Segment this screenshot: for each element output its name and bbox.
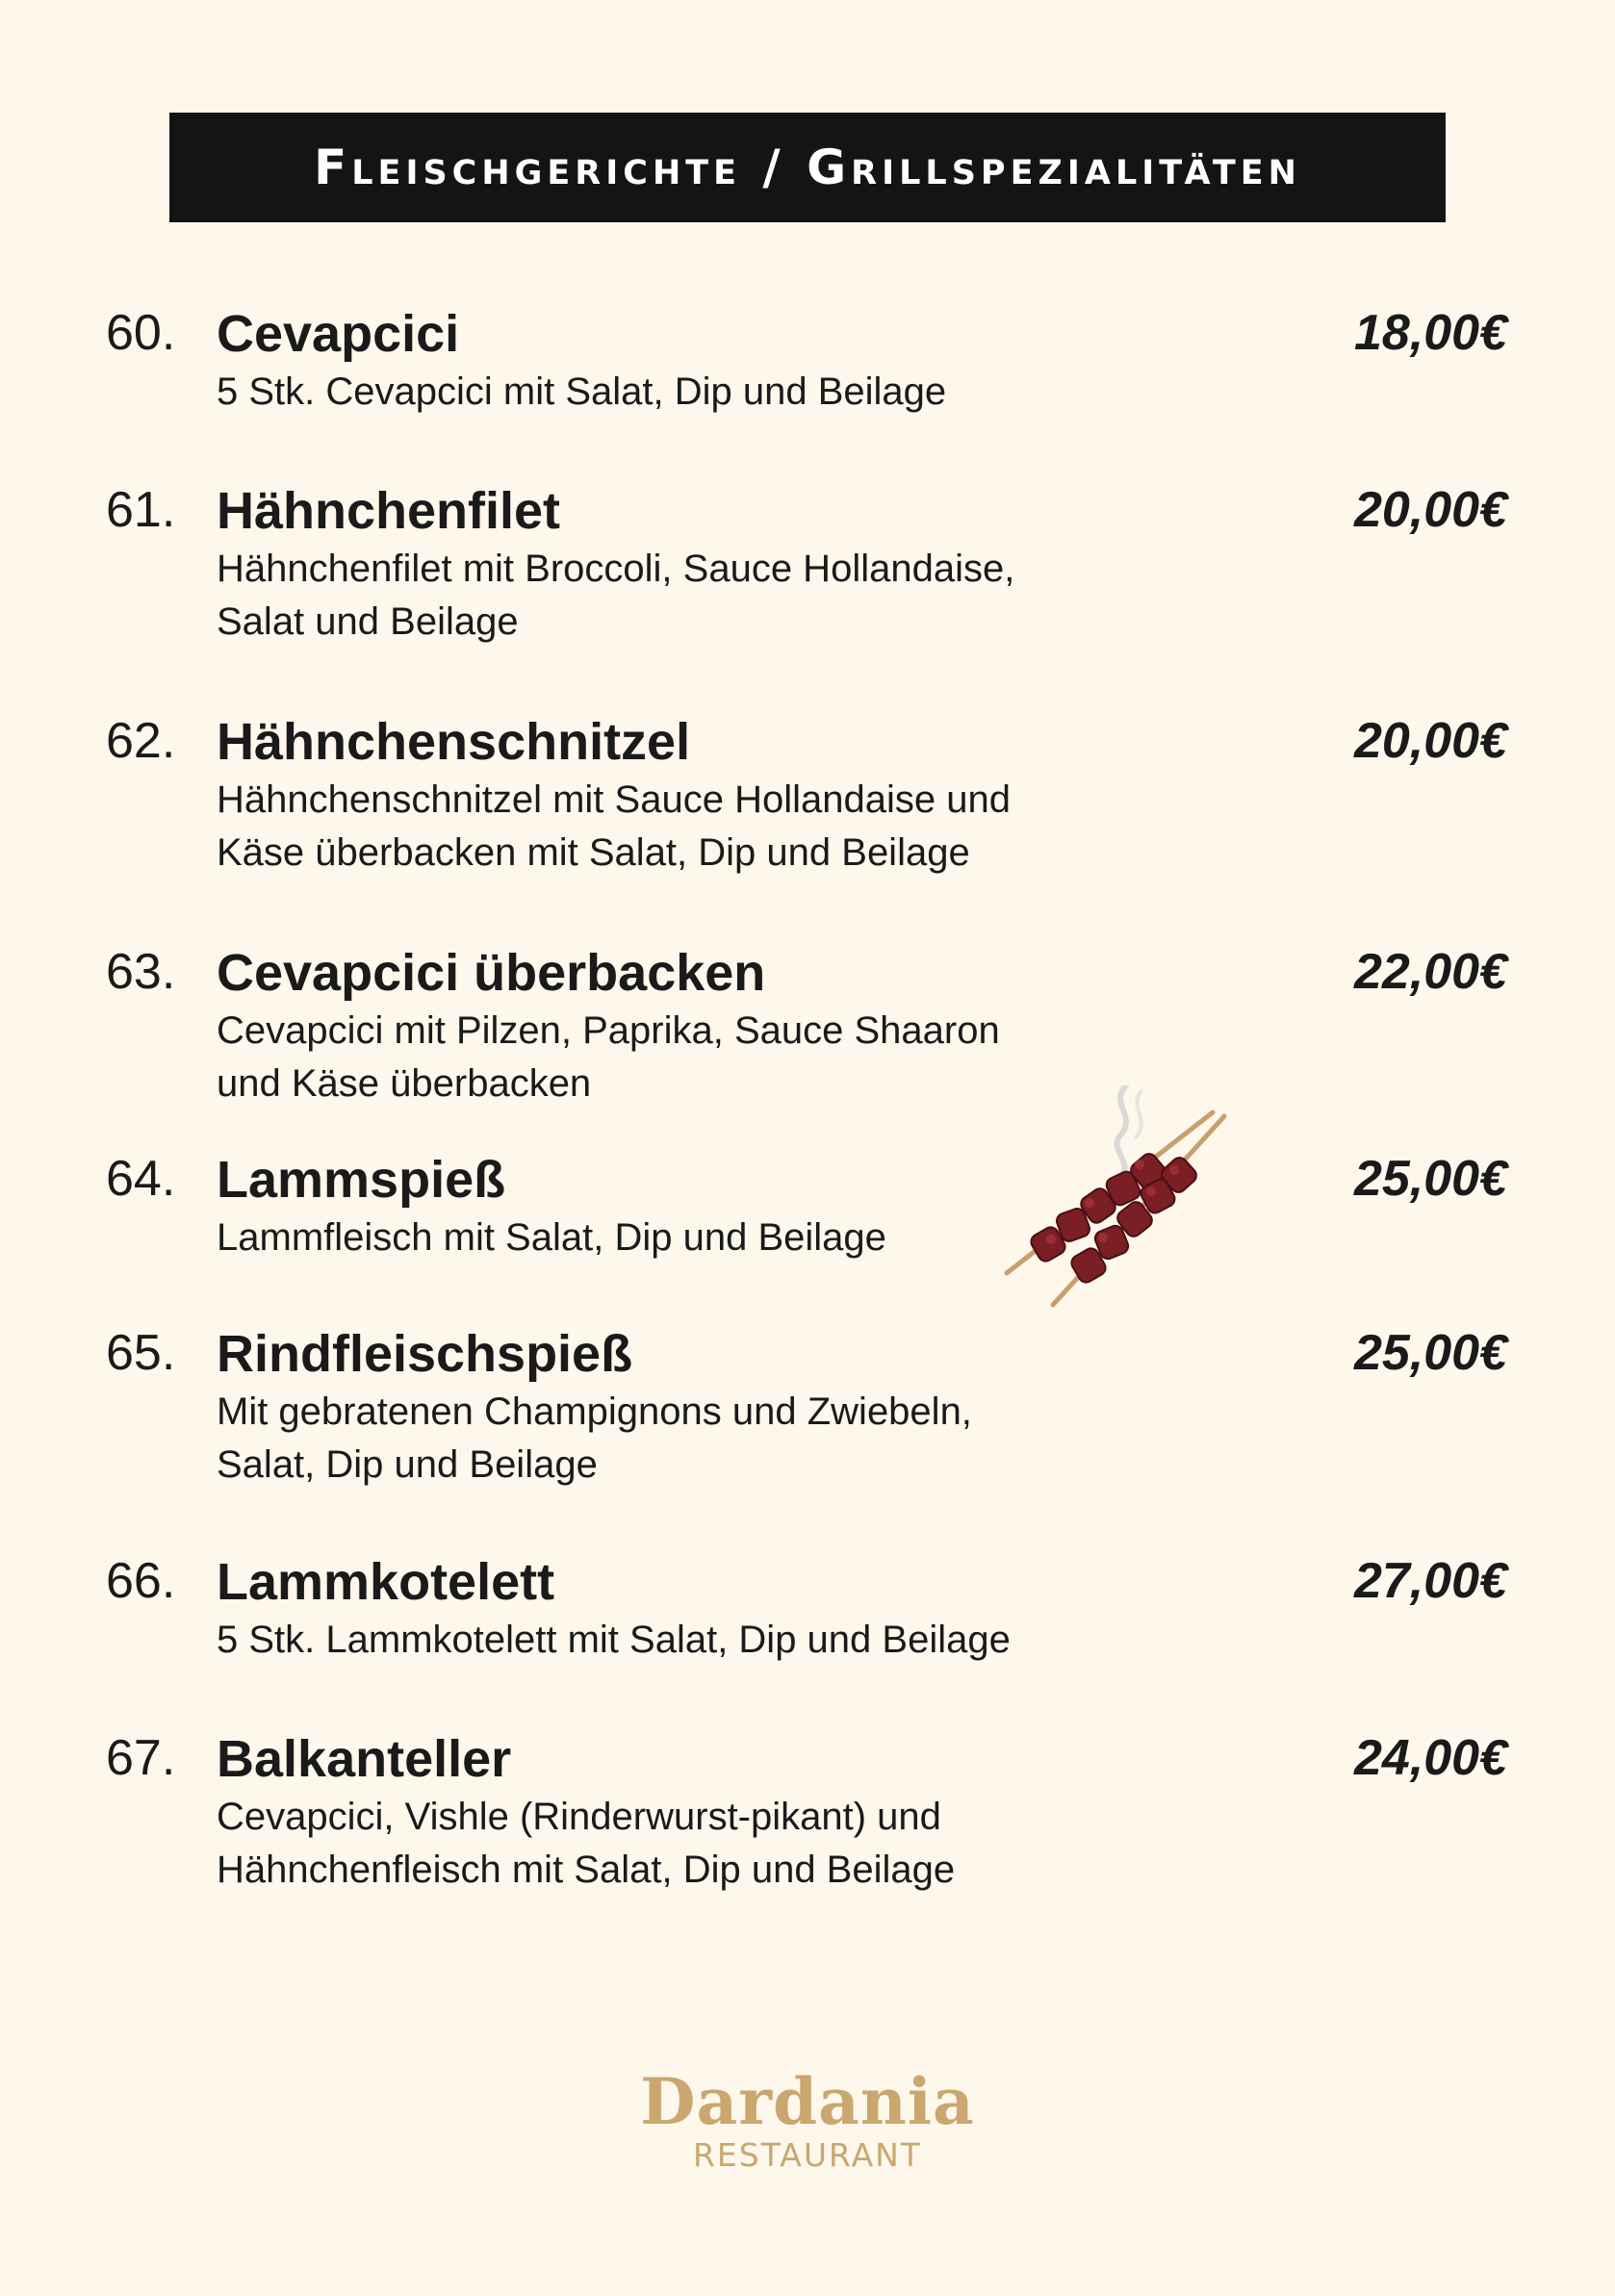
restaurant-logo [0,2064,1615,2175]
item-price: 27,00€ [1353,1553,1507,1609]
item-description [217,1212,886,1264]
description-line: 5 Stk. Lammkotelett mit Salat, Dip und Beilage [217,1619,1011,1661]
item-description [217,1614,1011,1667]
item-description [217,366,946,419]
item-price: 24,00€ [1353,1730,1507,1786]
description-line: und Käse überbacken [217,1062,592,1105]
item-number: 63. [106,944,176,1000]
logo-name: Dardania [640,2064,975,2139]
item-name: Hähnchenschnitzel [217,713,691,771]
item-price: 25,00€ [1353,1325,1507,1381]
description-line: 5 Stk. Cevapcici mit Salat, Dip und Beilage [217,370,947,413]
item-name: Balkanteller [217,1730,512,1788]
item-number: 61. [106,482,176,538]
item-description [217,1005,1000,1110]
description-line: Salat, Dip und Beilage [217,1443,598,1486]
description-line: Cevapcici mit Pilzen, Paprika, Sauce Shaaron [217,1009,1000,1052]
description-line: Cevapcici, Vishle (Rinderwurst-pikant) und [217,1796,941,1838]
item-name: Lammkotelett [217,1553,555,1611]
description-line: Mit gebratenen Champignons und Zwiebeln, [217,1390,972,1433]
item-number: 64. [106,1151,176,1207]
description-line: Käse überbacken mit Salat, Dip und Beilage [217,831,970,874]
item-name: Cevapcici überbacken [217,944,766,1002]
item-number: 65. [106,1325,176,1381]
item-price: 18,00€ [1353,305,1507,361]
item-number: 60. [106,305,176,361]
item-name: Lammspieß [217,1151,506,1209]
item-description [217,774,1011,880]
description-line: Hähnchenfilet mit Broccoli, Sauce Hollandaise, [217,548,1015,590]
item-number: 67. [106,1730,176,1786]
item-description [217,1791,955,1897]
item-price: 25,00€ [1353,1151,1507,1207]
description-line: Salat und Beilage [217,600,519,643]
section-header-banner [169,113,1446,222]
item-name: Hähnchenfilet [217,482,561,540]
skewer-icon [1001,1085,1232,1309]
item-name: Rindfleischspieß [217,1325,633,1383]
item-price: 22,00€ [1353,944,1507,1000]
logo-subtitle: RESTAURANT [692,2136,923,2174]
section-title: Fleischgerichte / Grillspezialitäten [314,140,1301,195]
item-price: 20,00€ [1353,482,1507,538]
item-description [217,543,1014,649]
item-number: 62. [106,713,176,769]
description-line: Lammfleisch mit Salat, Dip und Beilage [217,1216,886,1259]
item-price: 20,00€ [1353,713,1507,769]
item-name: Cevapcici [217,305,460,363]
description-line: Hähnchenfleisch mit Salat, Dip und Beilage [217,1849,956,1891]
description-line: Hähnchenschnitzel mit Sauce Hollandaise und [217,778,1011,821]
item-number: 66. [106,1553,176,1609]
item-description [217,1386,972,1492]
